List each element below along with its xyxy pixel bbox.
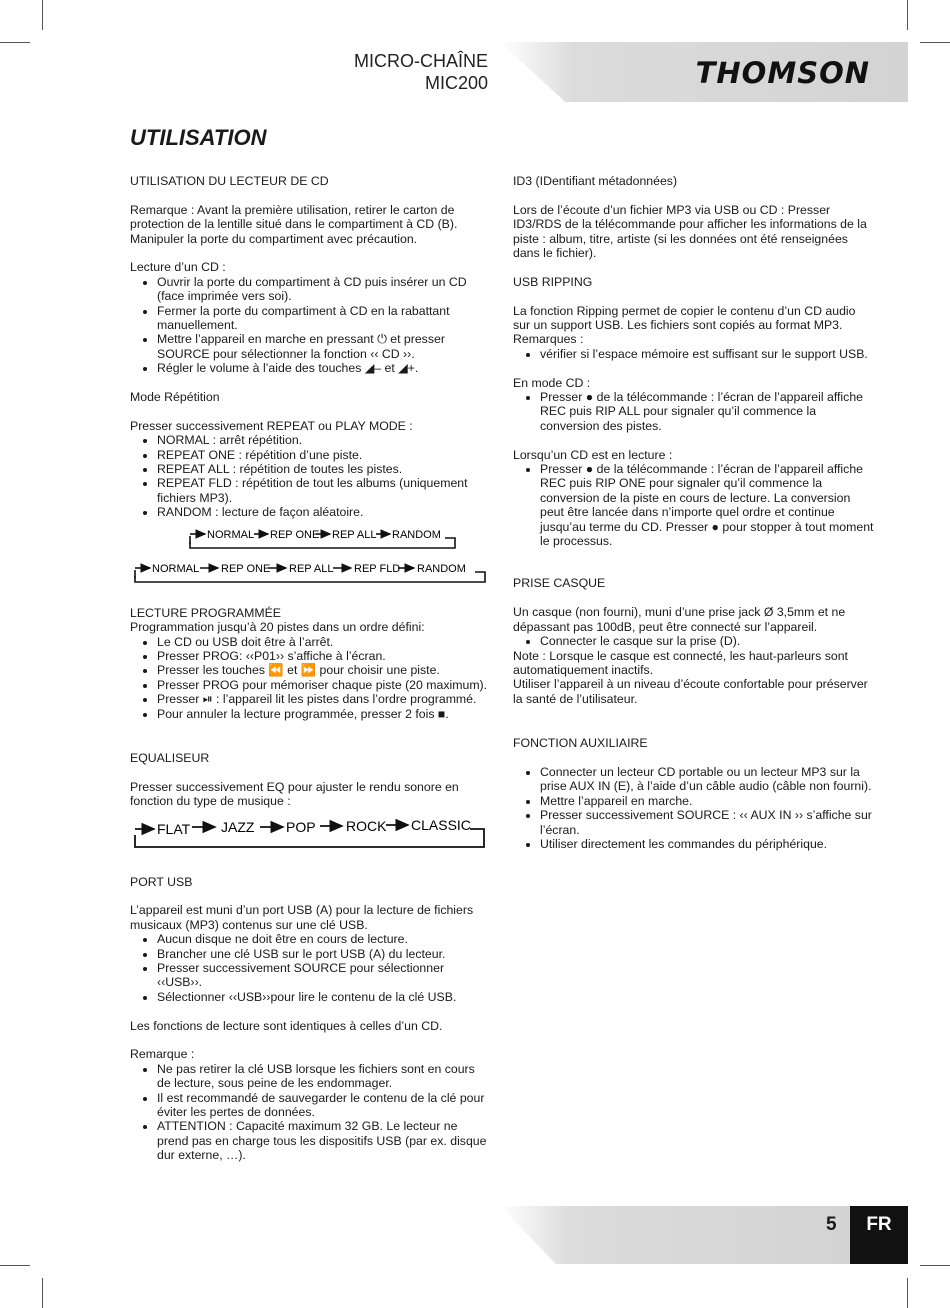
list-item: • Mettre l’appareil en marche. — [540, 794, 875, 808]
list-item: • RANDOM : lecture de façon aléatoire. — [157, 505, 490, 519]
list-item: • ATTENTION : Capacité maximum 32 GB. Le lecteur ne prend pas en charge tous les dispositifs USB (par ex. disque dur externe, …). — [157, 1119, 490, 1162]
cd-remark: Remarque : Avant la première utilisation, retirer le carton de protection de la lentille situé dans le compartiment à CD (B). Manipuler la porte du compartiment avec précaution. — [130, 202, 458, 246]
list-item: • Presser PROG pour mémoriser chaque piste (20 maximum). — [157, 678, 490, 692]
list-item: • Utiliser directement les commandes du périphérique. — [540, 837, 875, 851]
rip-text: La fonction Ripping permet de copier le contenu d’un CD audio sur un support USB. Les fichiers sont copiés au format MP3. — [513, 303, 856, 333]
rip-remarks-list — [513, 347, 875, 361]
list-item: • Ne pas retirer la clé USB lorsque les fichiers sont en cours de lecture, sous peine de les endommager. — [157, 1062, 490, 1091]
usb-same-text: Les fonctions de lecture sont identiques à celles d’un CD. — [130, 1018, 443, 1033]
rip-cd-list — [513, 390, 875, 433]
crop-mark — [920, 42, 950, 43]
flow-label: NORMAL — [207, 528, 255, 541]
eq-label: POP — [286, 818, 316, 835]
section-heading-repeat: Mode Répétition — [130, 390, 220, 405]
eq-label: CLASSIC — [411, 816, 471, 833]
flow-label: RANDOM — [417, 562, 466, 575]
list-item: • Régler le volume à l’aide des touches ◢– et ◢+. — [157, 361, 490, 375]
usb-text: L’appareil est muni d’un port USB (A) pour la lecture de fichiers musicaux (MP3) contenus sur une clé USB. — [130, 903, 474, 932]
list-item: • NORMAL : arrêt répétition. — [157, 433, 490, 447]
section-heading-prog: LECTURE PROGRAMMÉE — [130, 605, 281, 620]
list-item: • Pour annuler la lecture programmée, presser 2 fois ■. — [157, 707, 490, 721]
flow-label: RANDOM — [392, 528, 441, 541]
crop-mark — [0, 42, 30, 43]
rip-remarks-intro: Remarques : — [513, 332, 584, 347]
page-title: UTILISATION — [130, 125, 267, 150]
list-item: • Sélectionner ‹‹USB››pour lire le contenu de la clé USB. — [157, 990, 490, 1004]
list-item: • Presser ● de la télécommande : l’écran de l’appareil affiche REC puis RIP ALL pour signaler qu’il commence la conversion des pistes. — [540, 390, 875, 433]
repeat-list — [130, 433, 490, 519]
product-line: MICRO-CHAÎNE — [354, 51, 488, 71]
usb-list — [130, 932, 490, 1004]
list-item: • Brancher une clé USB sur le port USB (A) du lecteur. — [157, 947, 490, 961]
language-tab: FR — [850, 1206, 908, 1264]
crop-mark — [920, 1265, 950, 1266]
repeat-intro: Presser successivement REPEAT ou PLAY MODE : — [130, 418, 413, 433]
cd-play-intro: Lecture d’un CD : — [130, 260, 226, 275]
list-item: • Presser successivement SOURCE : ‹‹ AUX IN ›› s’affiche sur l’écran. — [540, 808, 875, 837]
headphone-advice: Utiliser l’appareil à un niveau d’écoute confortable pour préserver la santé de l’utilisateur. — [513, 677, 868, 706]
id3-text: Lors de l’écoute d’un fichier MP3 via USB ou CD : Presser ID3/RDS de la télécommande pour afficher les informations de la piste : album, titre, artiste (si les données ont été renseignées dans le fichier). — [513, 202, 867, 261]
brand-logo: THOMSON — [695, 56, 870, 90]
headphone-note: Note : Lorsque le casque est connecté, les haut-parleurs sont automatiquement inactifs. — [513, 648, 848, 677]
eq-flow-svg — [130, 815, 490, 855]
crop-mark — [42, 0, 43, 30]
crop-mark — [907, 0, 908, 30]
repeat-flow-diagrams — [130, 524, 490, 584]
prog-intro: Programmation jusqu’à 20 pistes dans un ordre défini: — [130, 620, 425, 635]
crop-mark — [0, 1265, 30, 1266]
flow-label: REP ALL — [289, 562, 334, 575]
list-item: • REPEAT FLD : répétition de tout les albums (uniquement fichiers MP3). — [157, 476, 490, 505]
list-item: • Le CD ou USB doit être à l’arrêt. — [157, 635, 490, 649]
crop-mark — [42, 1278, 43, 1308]
section-heading-usb: PORT USB — [130, 874, 193, 889]
product-model: MIC200 — [424, 73, 488, 93]
section-heading-id3: ID3 (IDentifiant métadonnées) — [513, 174, 678, 188]
list-item: • Connecter le casque sur la prise (D). — [540, 634, 875, 648]
aux-list — [513, 765, 875, 851]
eq-flow-diagram — [130, 815, 490, 855]
right-column — [513, 174, 875, 866]
list-item: • REPEAT ALL : répétition de toutes les pistes. — [157, 462, 490, 476]
product-name — [354, 50, 488, 94]
page-number: 5 — [826, 1214, 837, 1235]
headphone-list — [513, 634, 875, 648]
eq-label: JAZZ — [221, 818, 255, 835]
list-item: • Presser successivement SOURCE pour sélectionner ‹‹USB››. — [157, 961, 490, 990]
list-item: • Fermer la porte du compartiment à CD en la rabattant manuellement. — [157, 304, 490, 333]
list-item: • Presser ⏯ : l’appareil lit les pistes dans l’ordre programmé. — [157, 692, 490, 706]
left-column — [130, 174, 490, 1177]
list-item: • Il est recommandé de sauvegarder le contenu de la clé pour éviter les pertes de données. — [157, 1091, 490, 1120]
section-heading-aux: FONCTION AUXILIAIRE — [513, 736, 648, 751]
rip-playing-intro: Lorsqu’un CD est en lecture : — [513, 447, 673, 462]
list-item: • Presser PROG: ‹‹P01›› s’affiche à l’écran. — [157, 649, 490, 663]
footer-band — [500, 1206, 850, 1264]
headphone-text: Un casque (non fourni), muni d’une prise jack Ø 3,5mm et ne dépassant pas 100dB, peut être connecté sur l’appareil. — [513, 605, 846, 634]
section-heading-headphone: PRISE CASQUE — [513, 576, 606, 591]
eq-label: ROCK — [346, 817, 387, 834]
section-heading-eq: EQUALISEUR — [130, 750, 210, 765]
prog-list — [130, 635, 490, 721]
usb-remark-intro: Remarque : — [130, 1047, 195, 1062]
usb-remark-list — [130, 1062, 490, 1163]
list-item: • Ouvrir la porte du compartiment à CD puis insérer un CD (face imprimée vers soi). — [157, 275, 490, 304]
eq-text: Presser successivement EQ pour ajuster le rendu sonore en fonction du type de musique : — [130, 779, 459, 809]
flow-label: REP ONE — [270, 528, 320, 541]
flow-label: REP ALL — [332, 528, 377, 541]
list-item: • Presser les touches ⏪ et ⏩ pour choisir une piste. — [157, 663, 490, 677]
list-item: • REPEAT ONE : répétition d’une piste. — [157, 448, 490, 462]
list-item: • vérifier si l’espace mémoire est suffisant sur le support USB. — [540, 347, 875, 361]
cd-play-list — [130, 275, 490, 376]
section-heading-ripping: USB RIPPING — [513, 274, 593, 289]
repeat-flow-svg — [130, 524, 490, 584]
list-item: • Aucun disque ne doit être en cours de lecture. — [157, 932, 490, 946]
list-item: • Presser ● de la télécommande : l’écran de l’appareil affiche REC puis RIP ONE pour signaler qu’il commence la conversion de la piste en cours de lecture. La conversion peut être lancée dans n’importe quel ordre et continue jusqu’au terme du CD. Presser ● pour stopper à tout moment le processus. — [540, 462, 875, 548]
flow-label: NORMAL — [152, 562, 200, 575]
rip-playing-list — [513, 462, 875, 548]
list-item: • Mettre l’appareil en marche en pressant ⏻ et presser SOURCE pour sélectionner la fonction ‹‹ CD ››. — [157, 332, 490, 361]
rip-cd-intro: En mode CD : — [513, 375, 591, 390]
section-heading-cd: UTILISATION DU LECTEUR DE CD — [130, 174, 329, 188]
flow-label: REP ONE — [221, 562, 271, 575]
crop-mark — [907, 1278, 908, 1308]
flow-label: REP FLD — [354, 562, 401, 575]
list-item: • Connecter un lecteur CD portable ou un lecteur MP3 sur la prise AUX IN (E), à l’aide d’un câble audio (câble non fourni). — [540, 765, 875, 794]
eq-label: FLAT — [157, 820, 191, 837]
